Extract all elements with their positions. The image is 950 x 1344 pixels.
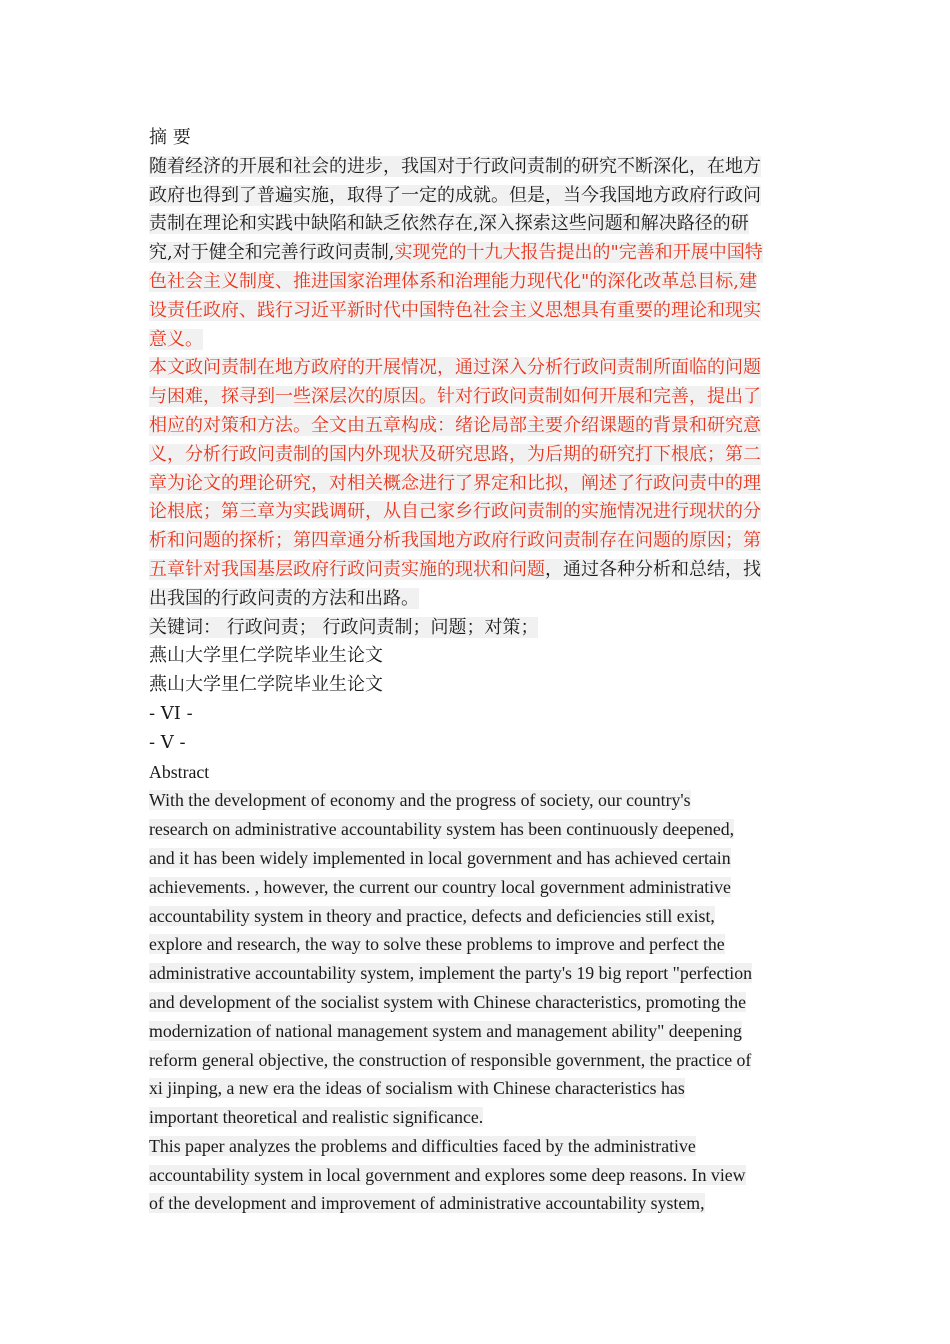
body-text: This paper analyzes the problems and difficulties faced by the administrative (149, 1135, 696, 1156)
body-text: 出我国的行政问责的方法和出路。 (149, 587, 419, 609)
text-line (149, 268, 801, 297)
body-text: explore and research, the way to solve these problems to improve and perfect the (149, 934, 725, 955)
text-line (149, 930, 801, 959)
highlighted-text: 相应的对策和方法。全文由五章构成：绪论局部主要介绍课题的背景和研究意 (149, 414, 761, 436)
body-text: xi jinping, a new era the ideas of socialism with Chinese characteristics has (149, 1078, 685, 1099)
keywords-line (149, 614, 801, 643)
text-line (149, 441, 801, 470)
abstract-en-paragraph-2 (149, 1132, 801, 1218)
highlighted-text: 章为论文的理论研究，对相关概念进行了界定和比拟，阐述了行政问责中的理 (149, 472, 761, 494)
highlighted-text: 义，分析行政问责制的国内外现状及研究思路，为后期的研究打下根底；第二 (149, 443, 761, 465)
text-line (149, 153, 801, 182)
highlighted-text: 析和问题的探析；第四章通分析我国地方政府行政问责制存在问题的原因；第 (149, 530, 761, 552)
school-name-line: 燕山大学里仁学院毕业生论文 (149, 645, 383, 667)
text-line (149, 786, 801, 815)
text-line (149, 844, 801, 873)
text-line (149, 873, 801, 902)
text-line (149, 354, 801, 383)
abstract-cn-paragraph-2 (149, 354, 801, 613)
body-text: and it has been widely implemented in local government and has achieved certain (149, 847, 731, 868)
text-line (149, 182, 801, 211)
body-text: ，通过各种分析和总结，找 (545, 558, 761, 580)
text-line (149, 815, 801, 844)
body-text: important theoretical and realistic significance. (149, 1107, 484, 1128)
text-line (149, 585, 801, 614)
text-line (149, 527, 801, 556)
highlighted-text: 本文政问责制在地方政府的开展情况，通过深入分析行政问责制所面临的问题 (149, 357, 761, 379)
highlighted-text: 意义。 (149, 328, 203, 350)
highlighted-text: 设责任政府、践行习近平新时代中国特色社会主义思想具有重要的理论和现实 (149, 299, 761, 321)
keywords-text: 关键词： 行政问责； 行政问责制；问题；对策； (149, 616, 539, 638)
document-page (149, 124, 801, 1218)
highlighted-text: 论根底；第三章为实践调研，从自己家乡行政问责制的实施情况进行现状的分 (149, 501, 761, 523)
page-number-label: - VI - (149, 702, 193, 724)
text-line (149, 1074, 801, 1103)
text-line (149, 383, 801, 412)
body-text: administrative accountability system, implement the party's 19 big report "perfection (149, 963, 753, 984)
text-line (149, 1132, 801, 1161)
body-text: accountability system in local government and explores some deep reasons. In view (149, 1164, 746, 1185)
body-text: With the development of economy and the progress of society, our country's (149, 790, 691, 811)
school-name-line: 燕山大学里仁学院毕业生论文 (149, 674, 383, 696)
page-number-label: - V - (149, 731, 186, 753)
body-text: 究,对于健全和完善行政问责制, (149, 242, 395, 264)
abstract-cn-heading: 摘 要 (149, 127, 191, 148)
body-text: 责制在理论和实践中缺陷和缺乏依然存在,深入探索这些问题和解决路径的研 (149, 213, 749, 235)
body-text: 随着经济的开展和社会的进步，我国对于行政问责制的研究不断深化，在地方 (149, 155, 761, 177)
text-line (149, 959, 801, 988)
body-text: modernization of national management system and management ability" deepening (149, 1020, 742, 1041)
text-line (149, 412, 801, 441)
body-text: of the development and improvement of administrative accountability system, (149, 1193, 705, 1214)
text-line (149, 470, 801, 499)
text-line (149, 556, 801, 585)
highlighted-text: 色社会主义制度、推进国家治理体系和治理能力现代化"的深化改革总目标,建 (149, 270, 757, 292)
body-text: and development of the socialist system with Chinese characteristics, promoting the (149, 991, 747, 1012)
highlighted-text: 与困难，探寻到一些深层次的原因。针对行政问责制如何开展和完善，提出了 (149, 386, 761, 408)
text-line (149, 239, 801, 268)
body-text: achievements. , however, the current our country local government administrative (149, 876, 731, 897)
body-text: 政府也得到了普遍实施，取得了一定的成就。但是，当今我国地方政府行政问 (149, 184, 761, 206)
text-line (149, 1046, 801, 1075)
highlighted-text: 五章针对我国基层政府行政问责实施的现状和问题 (149, 558, 545, 580)
body-text: research on administrative accountability system has been continuously deepened, (149, 819, 735, 840)
text-line (149, 1103, 801, 1132)
text-line (149, 1017, 801, 1046)
text-line (149, 902, 801, 931)
body-text: accountability system in theory and practice, defects and deficiencies still exist, (149, 905, 715, 926)
text-line (149, 326, 801, 355)
text-line (149, 988, 801, 1017)
body-text: reform general objective, the construction of responsible government, the practice of (149, 1049, 752, 1070)
abstract-cn-paragraph-1 (149, 153, 801, 355)
abstract-en-heading: Abstract (149, 761, 210, 782)
abstract-en-paragraph-1 (149, 786, 801, 1132)
text-line (149, 498, 801, 527)
text-line (149, 1189, 801, 1218)
text-line (149, 1161, 801, 1190)
text-line (149, 210, 801, 239)
text-line (149, 297, 801, 326)
highlighted-text: 实现党的十九大报告提出的"完善和开展中国特 (394, 242, 763, 264)
